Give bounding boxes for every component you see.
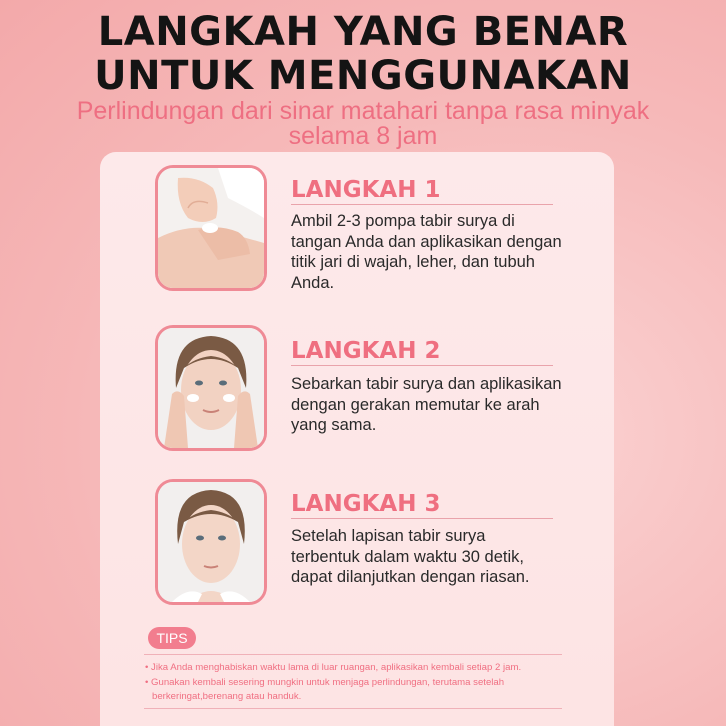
face-spreading-sunscreen-icon xyxy=(158,328,264,448)
step-1-line: titik jari di wajah, leher, dan tubuh xyxy=(291,253,535,271)
page-subtitle-line-1: Perlindungan dari sinar matahari tanpa rasa minyak xyxy=(76,97,650,125)
step-3-text xyxy=(291,526,583,588)
step-2-line: dengan gerakan memutar ke arah xyxy=(291,395,540,414)
step-2-image xyxy=(155,325,267,451)
step-2-line: Sebarkan tabir surya dan aplikasikan xyxy=(291,375,562,393)
tips-badge: TIPS xyxy=(148,627,196,649)
step-3-heading: LANGKAH 3 xyxy=(291,491,553,519)
step-2-text xyxy=(291,374,583,436)
tips-divider-top xyxy=(144,654,562,655)
step-3-line: Setelah lapisan tabir surya xyxy=(291,527,486,545)
tip-item: • Jika Anda menghabiskan waktu lama di luar ruangan, aplikasikan kembali setiap 2 jam. xyxy=(145,662,522,673)
step-1-line: Anda. xyxy=(291,273,335,292)
step-3-image xyxy=(155,479,267,605)
tip-item: • Gunakan kembali sesering mungkin untuk menjaga perlindungan, terutama setelah xyxy=(145,677,505,688)
step-1-image xyxy=(155,165,267,291)
step-1-heading: LANGKAH 1 xyxy=(291,177,553,205)
step-2-line: yang sama. xyxy=(291,416,377,434)
step-1-text xyxy=(291,211,583,293)
page-subtitle-line-2: selama 8 jam xyxy=(288,122,438,150)
step-3-line: terbentuk dalam waktu 30 detik, xyxy=(291,547,524,566)
step-1-line: tangan Anda dan aplikasikan dengan xyxy=(291,232,562,251)
hand-applying-sunscreen-icon xyxy=(158,168,264,288)
step-1-line: Ambil 2-3 pompa tabir surya di xyxy=(291,212,515,230)
step-2-heading: LANGKAH 2 xyxy=(291,338,553,366)
step-3-line: dapat dilanjutkan dengan riasan. xyxy=(291,568,530,586)
face-finished-icon xyxy=(158,482,264,602)
page-title-line-1: LANGKAH YANG BENAR xyxy=(97,9,629,55)
tips-divider-bottom xyxy=(144,708,562,709)
tip-item: berkeringat,berenang atau handuk. xyxy=(152,691,302,702)
page-title-line-2: UNTUK MENGGUNAKAN xyxy=(94,53,632,99)
